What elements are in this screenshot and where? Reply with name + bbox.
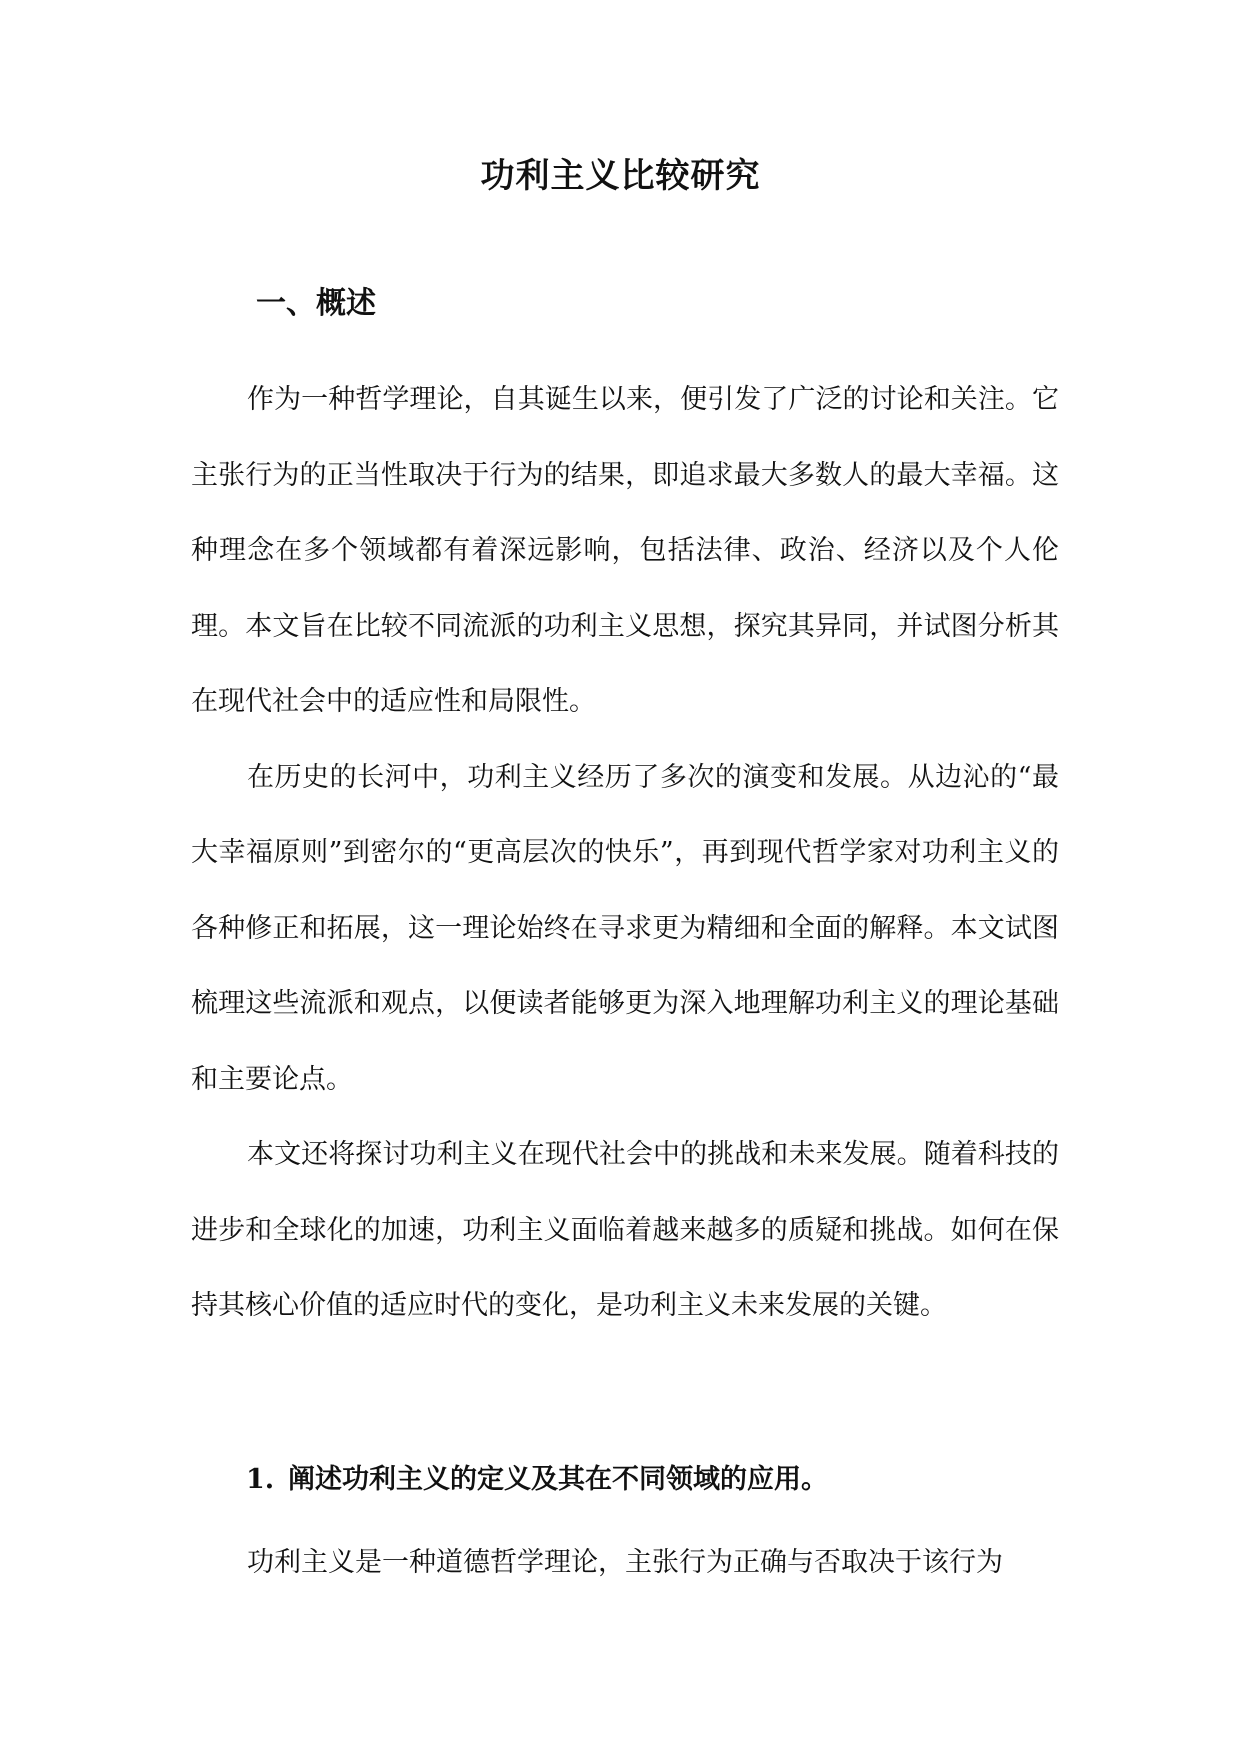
section-body <box>191 362 1059 1344</box>
subsection-number: 1. <box>246 1464 275 1495</box>
paragraph-2: 在历史的长河中，功利主义经历了多次的演变和发展。从边沁的“最大幸福原则”到密尔的“更高层次的快乐”，再到现代哲学家对功利主义的各种修正和拓展，这一理论始终在寻求更为精细和全面的解释。本文试图梳理这些流派和观点，以便读者能够更为深入地理解功利主义的理论基础和主要论点。 <box>191 761 1059 1095</box>
paragraph-1: 作为一种哲学理论，自其诞生以来，便引发了广泛的讨论和关注。它主张行为的正当性取决于行为的结果，即追求最大多数人的最大幸福。这种理念在多个领域都有着深远影响，包括法律、政治、经济以及个人伦理。本文旨在比较不同流派的功利主义思想，探究其异同，并试图分析其在现代社会中的适应性和局限性。 <box>191 384 1059 717</box>
document-title: 功利主义比较研究 <box>480 156 761 196</box>
subsection-text: 阐述功利主义的定义及其在不同领域的应用。 <box>288 1464 828 1495</box>
paragraph-3: 本文还将探讨功利主义在现代社会中的挑战和未来发展。随着科技的进步和全球化的加速，功利主义面临着越来越多的质疑和挑战。如何在保持其核心价值的适应时代的变化，是功利主义未来发展的关键。 <box>191 1139 1059 1321</box>
subsection-heading <box>246 1458 828 1502</box>
paragraph-4: 功利主义是一种道德哲学理论，主张行为正确与否取决于该行为 <box>247 1547 1003 1578</box>
subsection-body <box>191 1525 1059 1601</box>
section-heading: 一、概述 <box>256 286 376 321</box>
